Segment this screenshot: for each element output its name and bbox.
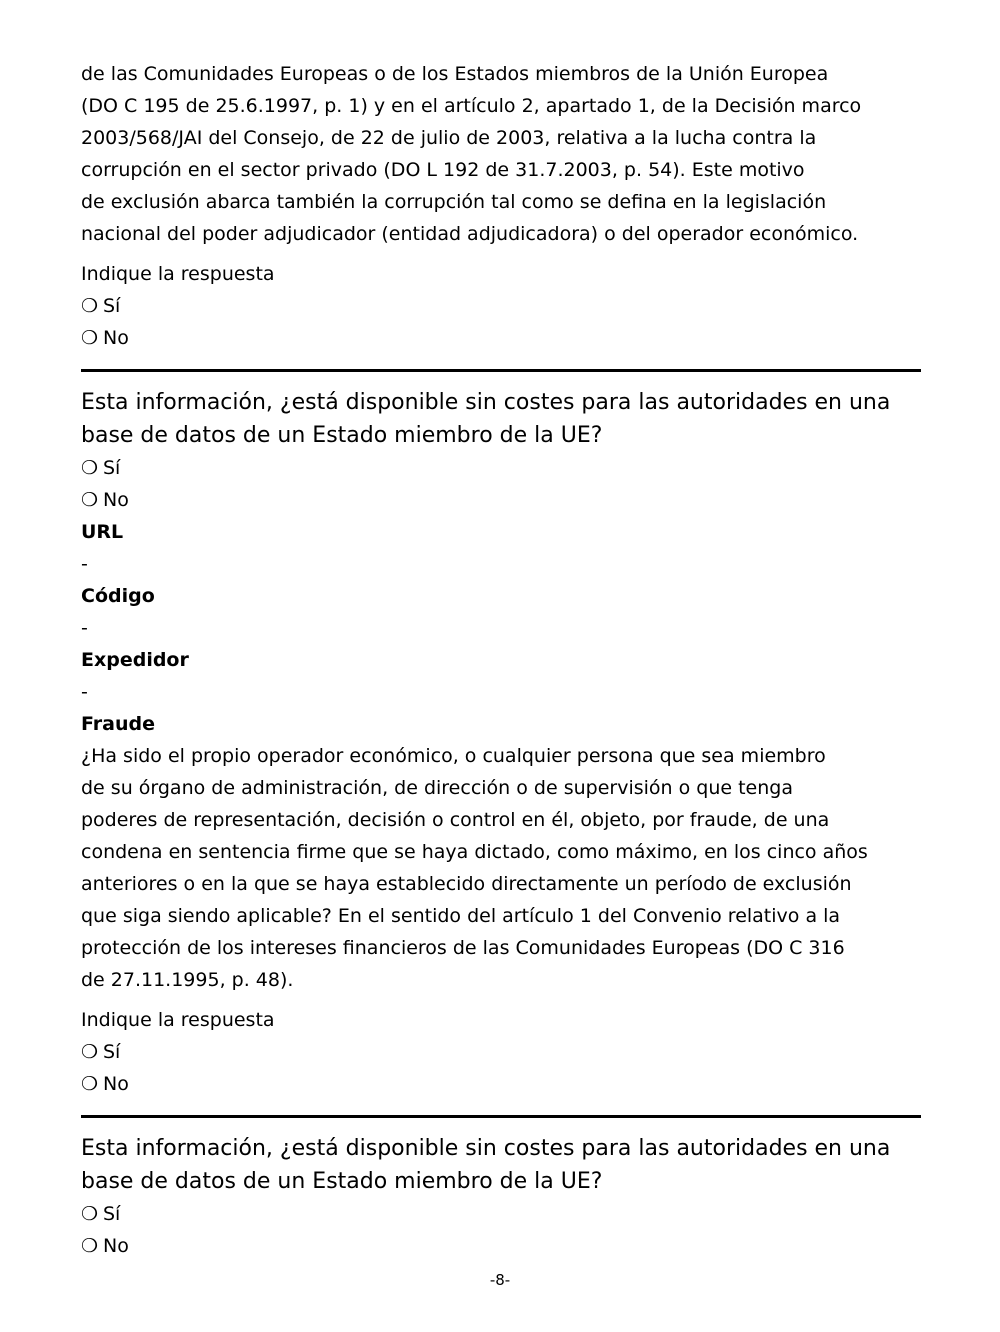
radio-circle-icon[interactable]: ❍ <box>81 1041 99 1063</box>
database-question <box>81 1132 921 1198</box>
radio-option-no[interactable] <box>81 1068 921 1100</box>
radio-option-label: Sí <box>103 457 121 479</box>
url-value: - <box>81 553 88 575</box>
radio-option-label: No <box>103 1073 129 1095</box>
answer-label: Indique la respuesta <box>81 1009 275 1031</box>
codigo-value: - <box>81 617 88 639</box>
question-line: Esta información, ¿está disponible sin costes para las autoridades en una <box>81 390 891 415</box>
radio-option-label: No <box>103 489 129 511</box>
radio-circle-icon[interactable]: ❍ <box>81 489 99 511</box>
question-line: base de datos de un Estado miembro de la UE? <box>81 423 603 448</box>
intro-line: nacional del poder adjudicador (entidad adjudicadora) o del operador económico. <box>81 223 859 245</box>
radio-option-no[interactable] <box>81 484 921 516</box>
fraud-line: anteriores o en la que se haya establecido directamente un período de exclusión <box>81 873 852 895</box>
fraud-heading: Fraude <box>81 713 155 735</box>
fraud-line: de 27.11.1995, p. 48). <box>81 969 294 991</box>
database-question <box>81 386 921 452</box>
intro-line: de exclusión abarca también la corrupción tal como se defina en la legislación <box>81 191 827 213</box>
fraud-line: ¿Ha sido el propio operador económico, o cualquier persona que sea miembro <box>81 745 826 767</box>
radio-option-si[interactable] <box>81 1036 921 1068</box>
radio-circle-icon[interactable]: ❍ <box>81 295 99 317</box>
expedidor-label: Expedidor <box>81 649 189 671</box>
question-line: base de datos de un Estado miembro de la UE? <box>81 1169 603 1194</box>
codigo-label: Código <box>81 585 155 607</box>
radio-option-label: Sí <box>103 295 121 317</box>
radio-option-label: Sí <box>103 1203 121 1225</box>
radio-circle-icon[interactable]: ❍ <box>81 1235 99 1257</box>
radio-option-si[interactable] <box>81 452 921 484</box>
radio-option-no[interactable] <box>81 1230 921 1262</box>
fraud-line: condena en sentencia firme que se haya dictado, como máximo, en los cinco años <box>81 841 868 863</box>
radio-option-si[interactable] <box>81 290 921 322</box>
question-line: Esta información, ¿está disponible sin costes para las autoridades en una <box>81 1136 891 1161</box>
radio-option-si[interactable] <box>81 1198 921 1230</box>
intro-line: de las Comunidades Europeas o de los Estados miembros de la Unión Europea <box>81 63 829 85</box>
page-number: -8- <box>489 1271 511 1289</box>
radio-circle-icon[interactable]: ❍ <box>81 1073 99 1095</box>
answer-label: Indique la respuesta <box>81 263 275 285</box>
radio-option-label: No <box>103 1235 129 1257</box>
intro-paragraph <box>81 58 921 250</box>
fraud-line: poderes de representación, decisión o control en él, objeto, por fraude, de una <box>81 809 830 831</box>
fraud-line: protección de los intereses financieros de las Comunidades Europeas (DO C 316 <box>81 937 845 959</box>
radio-circle-icon[interactable]: ❍ <box>81 1203 99 1225</box>
fraud-paragraph <box>81 740 921 996</box>
expedidor-value: - <box>81 681 88 703</box>
url-label: URL <box>81 521 124 543</box>
radio-circle-icon[interactable]: ❍ <box>81 457 99 479</box>
radio-option-no[interactable] <box>81 322 921 354</box>
intro-line: 2003/568/JAI del Consejo, de 22 de julio de 2003, relativa a la lucha contra la <box>81 127 817 149</box>
fraud-line: que siga siendo aplicable? En el sentido del artículo 1 del Convenio relativo a la <box>81 905 841 927</box>
fraud-line: de su órgano de administración, de dirección o de supervisión o que tenga <box>81 777 793 799</box>
intro-line: corrupción en el sector privado (DO L 192 de 31.7.2003, p. 54). Este motivo <box>81 159 805 181</box>
document-page <box>81 58 921 1262</box>
radio-option-label: Sí <box>103 1041 121 1063</box>
radio-circle-icon[interactable]: ❍ <box>81 327 99 349</box>
intro-line: (DO C 195 de 25.6.1997, p. 1) y en el artículo 2, apartado 1, de la Decisión marco <box>81 95 862 117</box>
radio-option-label: No <box>103 327 129 349</box>
